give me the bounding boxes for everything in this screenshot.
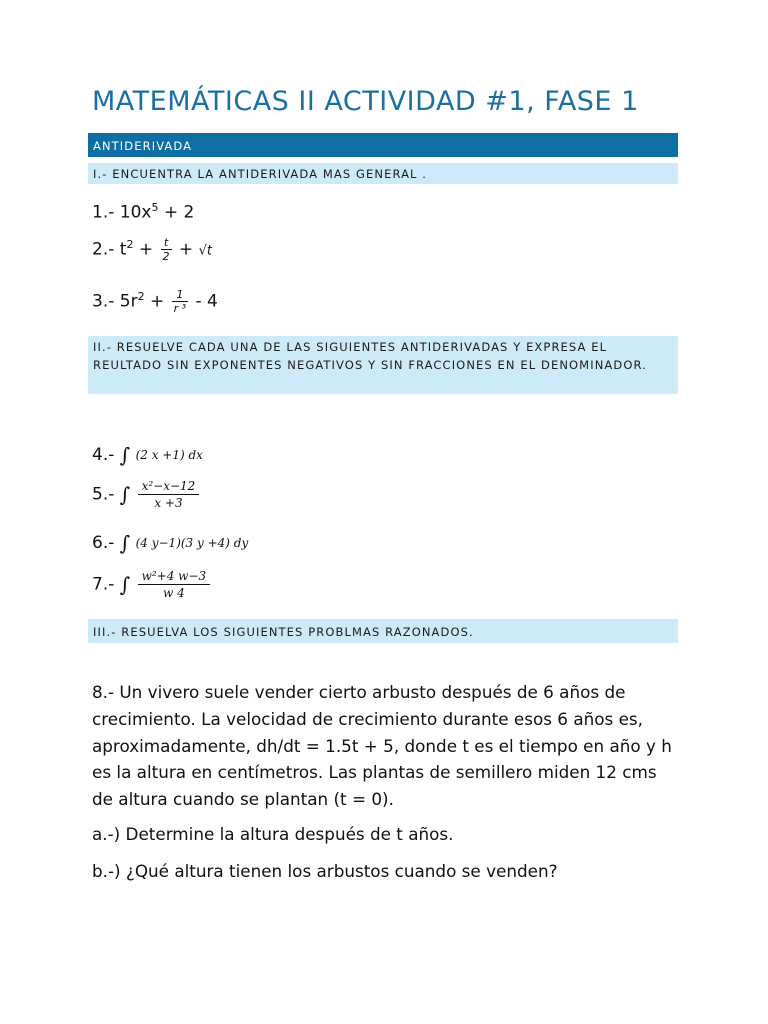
exercise-1-tail: + 2 [158, 202, 195, 223]
integral-sign-icon: ∫ [119, 482, 131, 507]
integral-sign-icon: ∫ [119, 443, 131, 467]
exercise-4 [92, 443, 203, 467]
exercise-3-label: 3.- 5r [92, 291, 138, 312]
exercise-6-label: 6.- [92, 533, 115, 553]
exercise-5-fraction-den: x +3 [154, 496, 183, 510]
exercise-3-fraction [172, 288, 188, 315]
exercise-2-fraction [161, 236, 172, 263]
part3-heading: III.- RESUELVA LOS SIGUIENTES PROBLMAS RAZONADOS. [88, 619, 678, 643]
exercise-2-fraction-den: 2 [162, 250, 170, 263]
part2-heading: II.- RESUELVE CADA UNA DE LAS SIGUIENTES ANTIDERIVADAS Y EXPRESA EL REULTADO SIN EXPONENTES NEGATIVOS Y SIN FRACCIONES EN EL DENOMINADOR. [88, 336, 678, 394]
exercise-2 [92, 236, 212, 263]
exercise-4-label: 4.- [92, 445, 115, 465]
exercise-7-fraction [138, 568, 211, 601]
exercise-3-tail: - 4 [190, 291, 218, 312]
section-band-antiderivada: ANTIDERIVADA [88, 133, 678, 157]
exercise-1-exponent: 5 [151, 201, 159, 214]
exercise-2-exponent: 2 [126, 237, 134, 251]
integral-sign-icon: ∫ [119, 572, 131, 597]
question-a: a.-) Determine la altura después de t años. [92, 824, 454, 844]
integral-sign-icon: ∫ [119, 531, 131, 555]
exercise-1 [92, 201, 194, 223]
exercise-6 [92, 531, 248, 555]
exercise-2-label: 2.- t [92, 239, 127, 260]
exercise-3-fraction-num: 1 [172, 288, 188, 302]
exercise-4-expression: (2 x +1) dx [135, 448, 203, 462]
exercise-7-fraction-num: w²+4 w−3 [138, 568, 211, 585]
exercise-1-label: 1.- 10x [92, 202, 152, 223]
problem-8-text: 8.- Un vivero suele vender cierto arbusto después de 6 años de crecimiento. La velocidad de crecimiento durante esos 6 años es, aproximadamente, dh/dt = 1.5t + 5, donde t es el tiempo en año y h es la altura en centímetros. Las plantas de semillero miden 12 cms de altura cuando se plantan (t = 0). [92, 682, 672, 810]
exercise-6-expression: (4 y−1)(3 y +4) dy [135, 536, 249, 550]
question-b: b.-) ¿Qué altura tienen los arbustos cuando se venden? [92, 861, 558, 881]
exercise-5-label: 5.- [92, 484, 115, 505]
exercise-5-fraction [138, 478, 200, 511]
exercise-3-exponent: 2 [137, 289, 145, 303]
exercise-2-plus-2: + [173, 239, 199, 260]
exercise-3-plus: + [144, 291, 170, 312]
exercise-7 [92, 568, 212, 601]
exercise-3 [92, 288, 218, 315]
exercise-5-fraction-num: x²−x−12 [138, 478, 200, 495]
exercise-3-fraction-den: r ³ [173, 302, 187, 315]
page-title: MATEMÁTICAS II ACTIVIDAD #1, FASE 1 [92, 86, 639, 117]
exercise-2-fraction-num: t [161, 236, 172, 250]
part1-heading: I.- ENCUENTRA LA ANTIDERIVADA MAS GENERAL . [88, 163, 678, 184]
exercise-7-fraction-den: w 4 [163, 586, 185, 600]
exercise-7-label: 7.- [92, 574, 115, 595]
exercise-5 [92, 478, 201, 511]
exercise-2-plus-1: + [133, 239, 159, 260]
exercise-2-sqrt: √t [198, 243, 212, 259]
